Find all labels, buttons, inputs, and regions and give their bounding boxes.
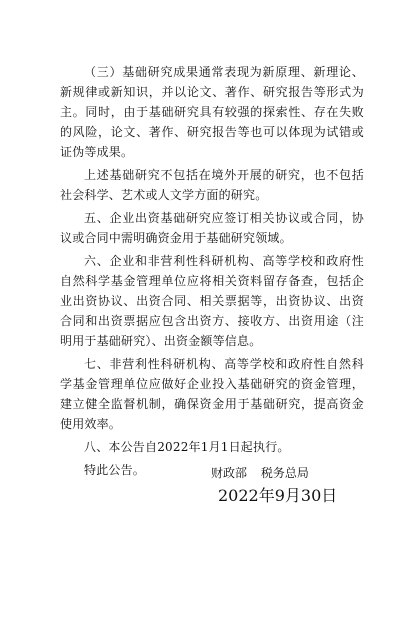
issuing-authority-finance: 财政部	[211, 466, 248, 480]
issuing-authority-tax: 税务总局	[260, 466, 309, 480]
paragraph-agreement-requirement: 五、企业出资基础研究应签订相关协议或合同，协议或合同中需明确资金用于基础研究领域。	[60, 211, 364, 245]
paragraph-effective-date: 八、本公告自2022年1月1日起执行。	[84, 440, 290, 454]
paragraph-closing: 特此公告。	[84, 463, 146, 477]
paragraph-fund-management: 七、非营利性科研机构、高等学校和政府性自然科学基金管理单位应做好企业投入基础研究的资金管理，建立健全监督机制，确保资金用于基础研究，提高资金使用效率。	[60, 357, 364, 431]
announcement-body	[60, 62, 364, 483]
paragraph-basic-research-outcomes: （三）基础研究成果通常表现为新原理、新理论、新规律或新知识，并以论文、著作、研究报告等形式为主。同时，由于基础研究具有较强的探索性、存在失败的风险，论文、著作、研究报告等也可以体现为试错或证伪等成果。	[60, 65, 364, 159]
paragraph-record-retention: 六、企业和非营利性科研机构、高等学校和政府性自然科学基金管理单位应将相关资料留存备查，包括企业出资协议、出资合同、相关票据等，出资协议、出资合同和出资票据应包含出资方、接收方、出资用途（注明用于基础研究）、出资金额等信息。	[60, 254, 364, 348]
signature-block	[211, 463, 331, 483]
issuing-authorities	[211, 463, 331, 483]
issue-date: 2022年9月30日	[218, 486, 338, 505]
paragraph-research-exclusions: 上述基础研究不包括在境外开展的研究，也不包括社会科学、艺术或人文学方面的研究。	[60, 168, 364, 202]
